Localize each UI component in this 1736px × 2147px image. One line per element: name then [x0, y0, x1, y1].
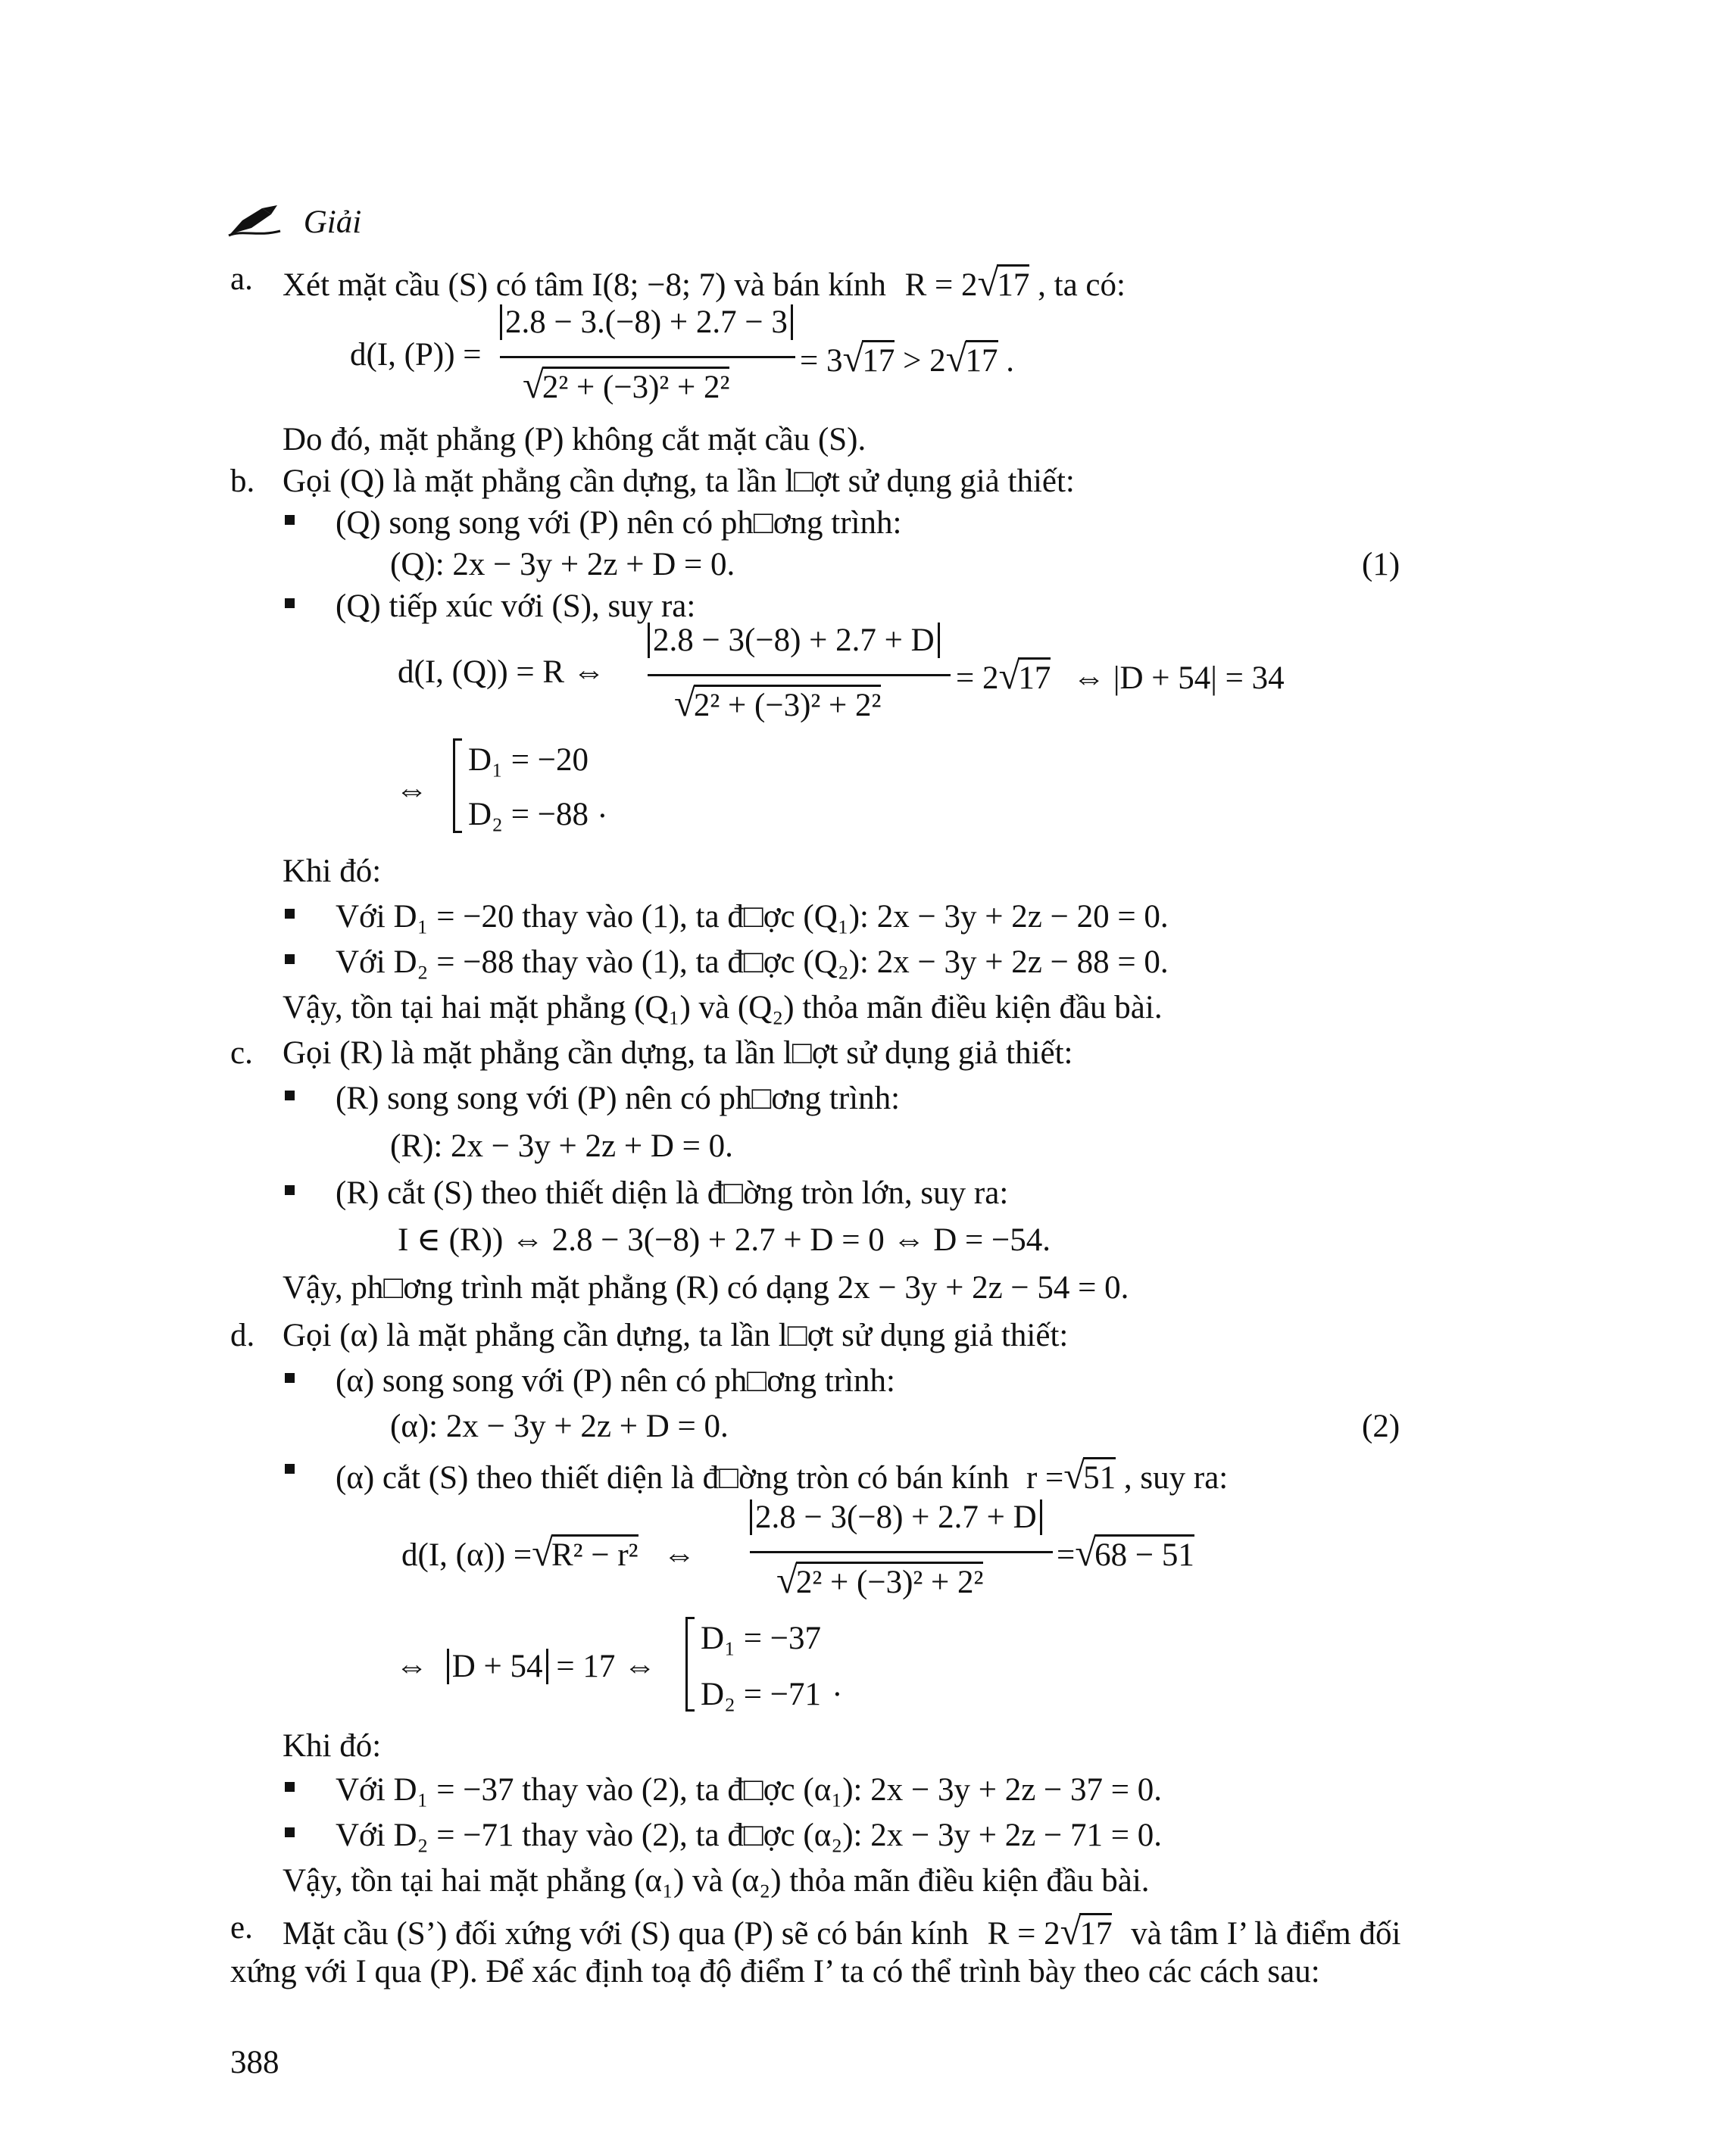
part-c-label: c.	[230, 1035, 253, 1071]
part-d-distance-lhs: d(I, (α)) =√R² − r² ⇔	[401, 1531, 696, 1574]
part-d-system-d2: D₂ = −71	[701, 1677, 822, 1712]
part-b-denominator: 2² + (−3)² + 2²	[694, 685, 882, 722]
solution-heading	[227, 203, 361, 246]
bullet	[285, 598, 295, 608]
bullet	[285, 954, 295, 964]
part-b-conclusion: Vậy, tồn tại hai mặt phẳng (Q₁) và (Q₂) thỏa mãn điều kiện đầu bài.	[283, 990, 1163, 1025]
pen-writing-icon	[227, 204, 282, 247]
part-b-bullet2: (Q) tiếp xúc với (S), suy ra:	[336, 588, 696, 624]
part-d-conclusion: Vậy, tồn tại hai mặt phẳng (α₁) và (α₂) thỏa mãn điều kiện đầu bài.	[283, 1863, 1150, 1899]
part-d-tag-2: (2)	[1362, 1409, 1400, 1444]
part-a-conclusion: Do đó, mặt phẳng (P) không cắt mặt cầu (S).	[283, 422, 866, 457]
part-d-distance-fraction: 2.8 − 3(−8) + 2.7 + D √2² + (−3)² + 2²	[750, 1498, 1053, 1604]
part-d-numerator: 2.8 − 3(−8) + 2.7 + D	[750, 1499, 1042, 1535]
part-d-label: d.	[230, 1318, 255, 1353]
part-c-bullet1: (R) song song với (P) nên có ph□ơng trình:	[336, 1081, 901, 1116]
part-d-intro: Gọi (α) là mặt phẳng cần dựng, ta lần l□ợt sử dụng giả thiết:	[283, 1318, 1069, 1353]
part-d-system-d1: D₁ = −37	[701, 1621, 822, 1656]
bullet	[285, 515, 295, 525]
part-b-plane-equation: (Q): 2x − 3y + 2z + D = 0.	[390, 547, 735, 582]
part-b-bullet1: (Q) song song với (P) nên có ph□ơng trình:	[336, 505, 902, 541]
bullet	[285, 1827, 295, 1837]
part-b-case2: Với D₂ = −88 thay vào (1), ta đ□ợc (Q₂): 2x − 3y + 2z − 88 = 0.	[336, 944, 1169, 980]
part-a-distance-lhs: d(I, (P)) =	[350, 337, 482, 373]
part-c-conclusion: Vậy, ph□ơng trình mặt phẳng (R) có dạng 2x − 3y + 2z − 54 = 0.	[283, 1270, 1129, 1306]
part-b-numerator: 2.8 − 3(−8) + 2.7 + D	[648, 623, 940, 658]
page-number: 388	[230, 2045, 279, 2080]
part-b-system-dot: .	[598, 789, 607, 825]
part-b-case1: Với D₁ = −20 thay vào (1), ta đ□ợc (Q₁): 2x − 3y + 2z − 20 = 0.	[336, 899, 1169, 935]
part-e-label: e.	[230, 1910, 253, 1946]
part-b-system-d2: D₂ = −88	[468, 797, 589, 832]
part-d-abs-equation: ⇔ D + 54 = 17 ⇔	[395, 1649, 657, 1684]
part-d-bullet2: (α) cắt (S) theo thiết diện là đ□ờng tròn có bán kính r =√51 , suy ra:	[336, 1454, 1229, 1496]
part-a-label: a.	[230, 261, 253, 297]
part-b-iff: ⇔	[395, 772, 428, 808]
part-d-then: Khi đó:	[283, 1728, 382, 1764]
heading-title: Giải	[303, 204, 362, 240]
part-a-denominator: 2² + (−3)² + 2²	[542, 367, 730, 404]
part-c-membership: I ∈ (R)) ⇔ 2.8 − 3(−8) + 2.7 + D = 0 ⇔ D = −54.	[398, 1222, 1051, 1258]
part-a-distance-rhs: = 3√17 > 2√17 .	[800, 337, 1014, 379]
part-d-system-dot: .	[833, 1668, 841, 1703]
part-a-intro: Xét mặt cầu (S) có tâm I(8; −8; 7) và bán kính R = 2√17 , ta có:	[283, 261, 1126, 304]
part-e-line1: Mặt cầu (S’) đối xứng với (S) qua (P) sẽ có bán kính R = 2√17 và tâm I’ là điểm đối	[283, 1910, 1401, 1952]
part-b-label: b.	[230, 463, 255, 499]
part-a-numerator: 2.8 − 3.(−8) + 2.7 − 3	[500, 304, 793, 340]
part-d-distance-rhs: =√68 − 51	[1057, 1531, 1194, 1574]
part-b-distance-fraction: 2.8 − 3(−8) + 2.7 + D √2² + (−3)² + 2²	[648, 621, 951, 727]
part-d-case1: Với D₁ = −37 thay vào (2), ta đ□ợc (α₁): 2x − 3y + 2z − 37 = 0.	[336, 1772, 1163, 1808]
part-d-plane-equation: (α): 2x − 3y + 2z + D = 0.	[390, 1409, 729, 1444]
part-c-intro: Gọi (R) là mặt phẳng cần dựng, ta lần l□ợt sử dụng giả thiết:	[283, 1035, 1073, 1071]
part-b-then: Khi đó:	[283, 853, 382, 889]
bullet	[285, 1373, 295, 1383]
bullet	[285, 1185, 295, 1195]
bullet	[285, 1782, 295, 1792]
bullet	[285, 1464, 295, 1474]
part-e-line2: xứng với I qua (P). Để xác định toạ độ điểm I’ ta có thể trình bày theo các cách sau:	[230, 1954, 1320, 1989]
part-d-bullet1: (α) song song với (P) nên có ph□ơng trình:	[336, 1363, 895, 1399]
part-b-tag-1: (1)	[1362, 547, 1400, 582]
part-d-case2: Với D₂ = −71 thay vào (2), ta đ□ợc (α₂): 2x − 3y + 2z − 71 = 0.	[336, 1818, 1163, 1853]
part-d-system-bracket	[685, 1617, 688, 1712]
part-b-distance-lhs: d(I, (Q)) = R ⇔	[398, 654, 605, 690]
part-a-distance-fraction: 2.8 − 3.(−8) + 2.7 − 3 √2² + (−3)² + 2²	[500, 303, 795, 409]
part-b-system-d1: D₁ = −20	[468, 742, 589, 778]
bullet	[285, 909, 295, 919]
part-b-system-bracket	[453, 738, 455, 833]
bullet	[285, 1091, 295, 1100]
part-b-distance-rhs: = 2√17 ⇔ |D + 54| = 34	[956, 654, 1285, 697]
part-b-intro: Gọi (Q) là mặt phẳng cần dựng, ta lần l□ợt sử dụng giả thiết:	[283, 463, 1075, 499]
part-d-denominator: 2² + (−3)² + 2²	[796, 1562, 984, 1599]
part-c-bullet2: (R) cắt (S) theo thiết diện là đ□ờng tròn lớn, suy ra:	[336, 1175, 1009, 1211]
part-c-plane-equation: (R): 2x − 3y + 2z + D = 0.	[390, 1128, 733, 1164]
